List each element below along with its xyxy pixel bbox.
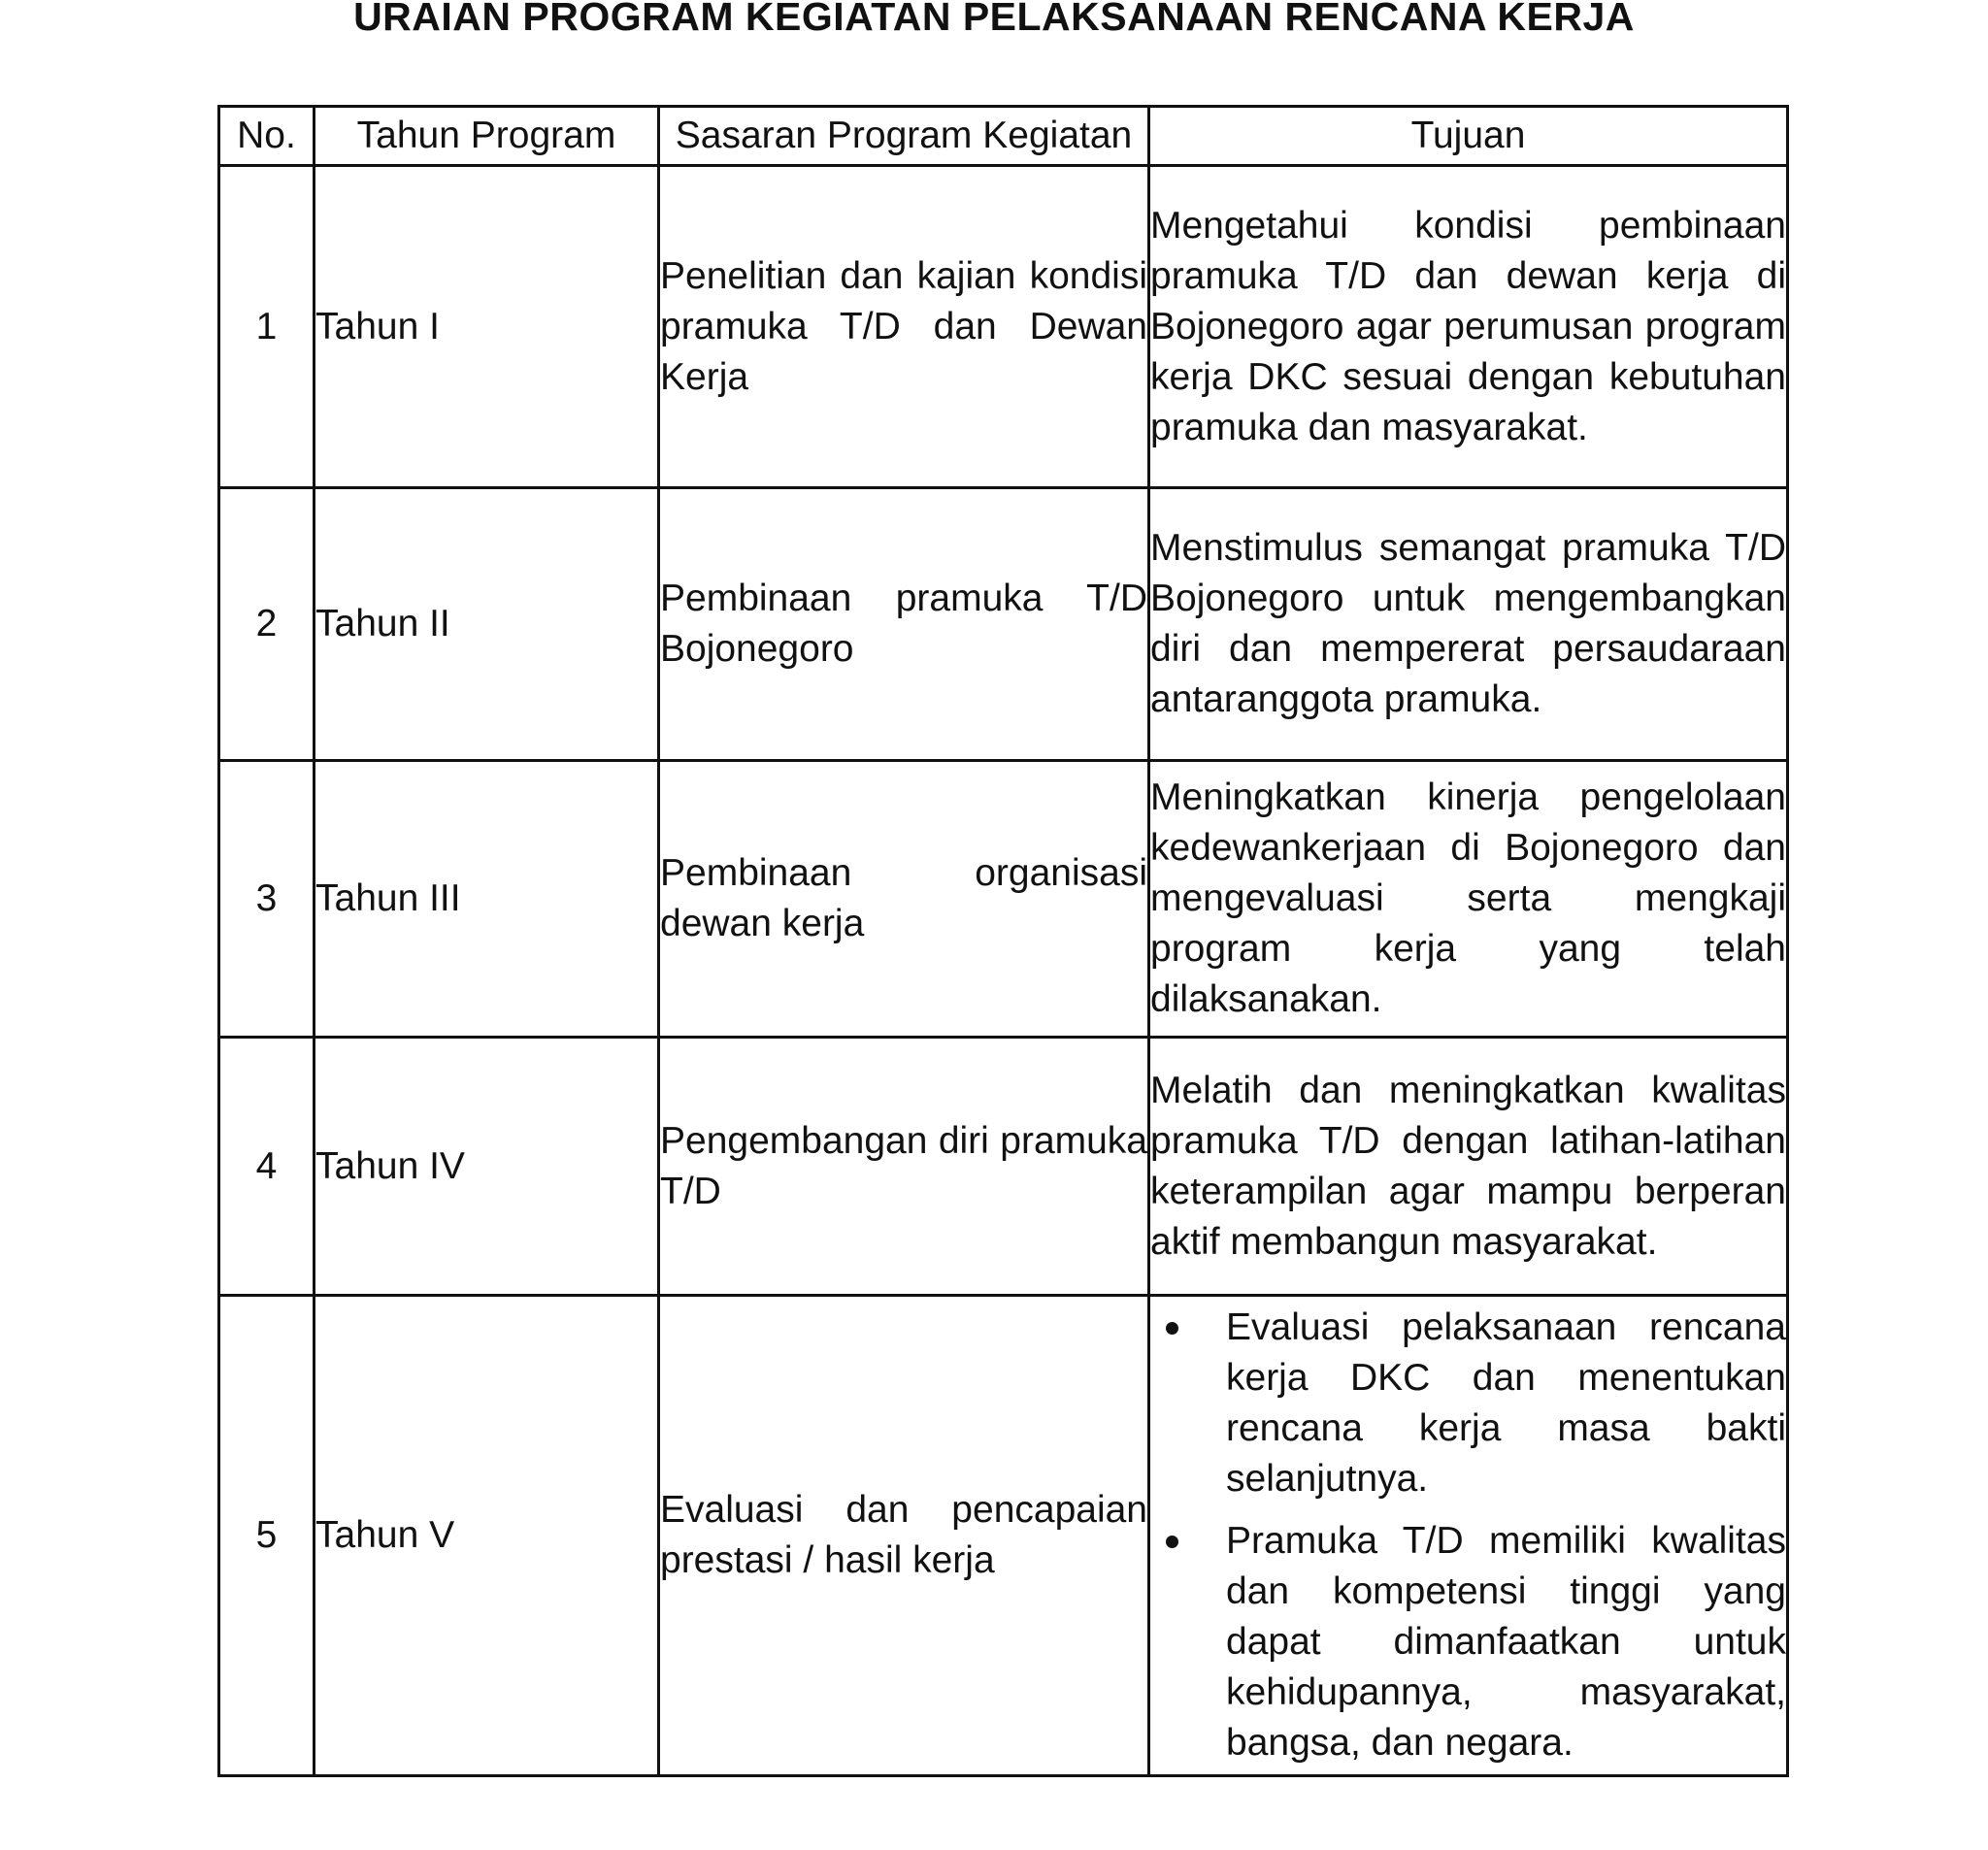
- goal-list-item: [1226, 1303, 1786, 1504]
- program-year: Tahun V: [315, 1296, 659, 1776]
- program-target: Pengembangan diri pramuka T/D: [659, 1038, 1149, 1296]
- header-goal: Tujuan: [1149, 107, 1788, 166]
- program-goal-list-cell: [1149, 1296, 1788, 1776]
- program-target: Pembinaan pramuka T/D Bojonegoro: [659, 488, 1149, 761]
- program-goal: Menstimulus semangat pramuka T/D Bojonegoro untuk mengembangkan diri dan mempererat persaudaraan antaranggota pramuka.: [1149, 488, 1788, 761]
- program-year: Tahun IV: [315, 1038, 659, 1296]
- bullet-icon: [1166, 1322, 1178, 1335]
- program-year: Tahun III: [315, 761, 659, 1038]
- row-number: 2: [219, 488, 315, 761]
- program-goal: Mengetahui kondisi pembinaan pramuka T/D dan dewan kerja di Bojonegoro agar perumusan program kerja DKC sesuai dengan kebutuhan pramuka dan masyarakat.: [1149, 166, 1788, 488]
- program-target: Penelitian dan kajian kondisi pramuka T/D dan Dewan Kerja: [659, 166, 1149, 488]
- goal-list-item-text: Evaluasi pelaksanaan rencana kerja DKC dan menentukan rencana kerja masa bakti selanjutnya.: [1226, 1306, 1786, 1500]
- table-header-row: [219, 107, 1788, 166]
- header-no: No.: [219, 107, 315, 166]
- program-year: Tahun I: [315, 166, 659, 488]
- table-row: [219, 166, 1788, 488]
- row-number: 5: [219, 1296, 315, 1776]
- program-table: [217, 105, 1789, 1777]
- program-target: Evaluasi dan pencapaian prestasi / hasil kerja: [659, 1296, 1149, 1776]
- row-number: 1: [219, 166, 315, 488]
- program-year: Tahun II: [315, 488, 659, 761]
- goal-list-item: [1226, 1516, 1786, 1768]
- goal-list-item-text: Pramuka T/D memiliki kwalitas dan kompetensi tinggi yang dapat dimanfaatkan untuk kehidupannya, masyarakat, bangsa, dan negara.: [1226, 1520, 1786, 1764]
- header-year: Tahun Program: [315, 107, 659, 166]
- program-goal: Melatih dan meningkatkan kwalitas pramuka T/D dengan latihan-latihan keterampilan agar mampu berperan aktif membangun masyarakat.: [1149, 1038, 1788, 1296]
- program-target: Pembinaan organisasi dewan kerja: [659, 761, 1149, 1038]
- table-row: [219, 1038, 1788, 1296]
- table-row: [219, 761, 1788, 1038]
- program-goal-list: [1150, 1303, 1786, 1768]
- table-row: [219, 1296, 1788, 1776]
- program-goal: Meningkatkan kinerja pengelolaan kedewankerjaan di Bojonegoro dan mengevaluasi serta mengkaji program kerja yang telah dilaksanakan.: [1149, 761, 1788, 1038]
- row-number: 4: [219, 1038, 315, 1296]
- document-title: URAIAN PROGRAM KEGIATAN PELAKSANAAN RENCANA KERJA: [353, 0, 1635, 39]
- header-target: Sasaran Program Kegiatan: [659, 107, 1149, 166]
- table-row: [219, 488, 1788, 761]
- row-number: 3: [219, 761, 315, 1038]
- bullet-icon: [1166, 1536, 1178, 1548]
